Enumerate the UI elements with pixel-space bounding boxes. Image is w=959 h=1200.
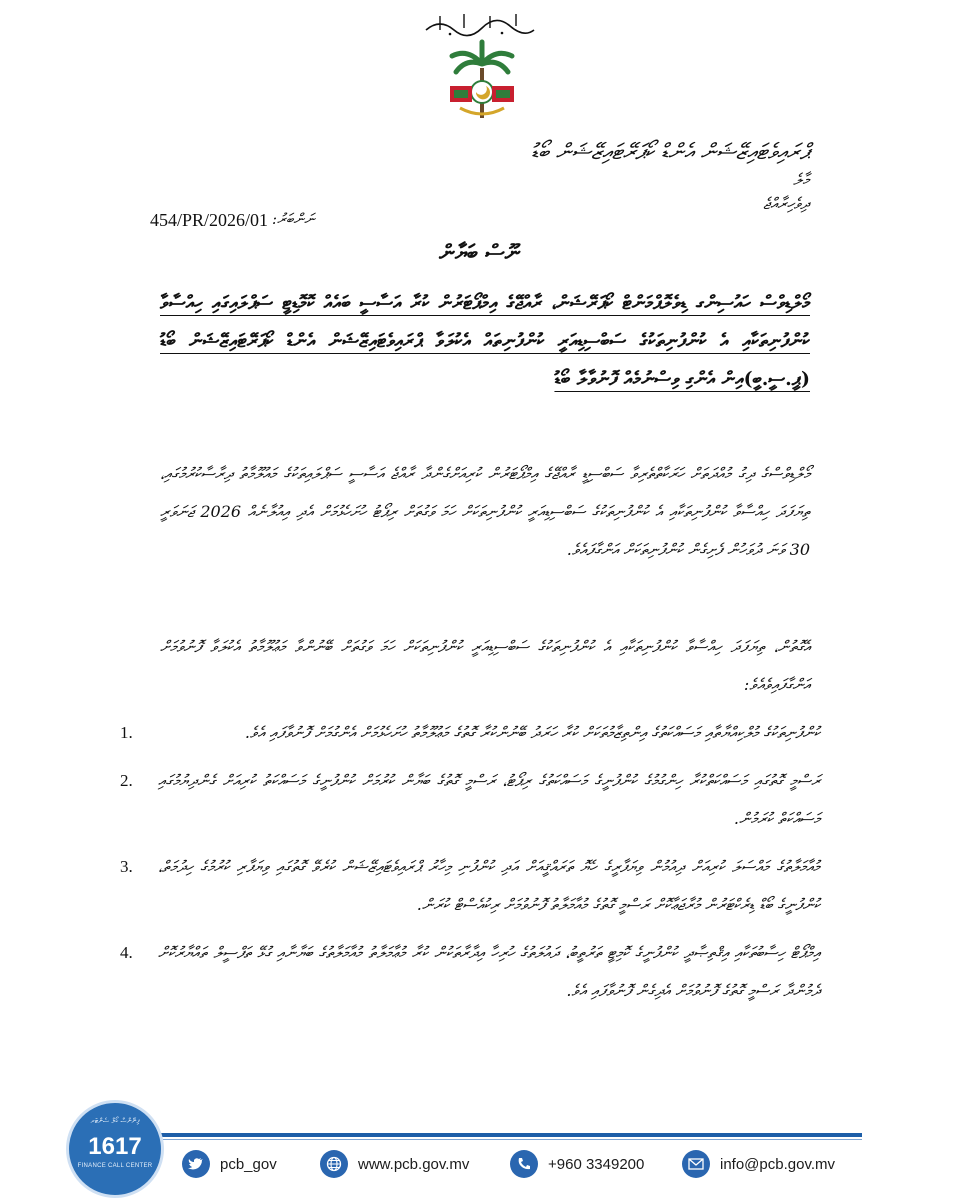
twitter-icon (182, 1150, 210, 1178)
globe-icon (320, 1150, 348, 1178)
reference-number: 454/PR/2026/01 (150, 210, 269, 230)
reference-row (150, 206, 810, 236)
country: ދިވެހިރާއްޖެ (763, 194, 809, 213)
list-item (120, 934, 820, 1010)
paragraph-intro: މޯލްޑިވްސްގެ ދިގު މުއްދަތަށް ހަރަކާތްތެރިވާ ސަބްސިޑީ ރާއްޖޭގެ އިމްޕޯޓަރުން ކުރިއަށްގެންދާ ރާއްޖެ އަސާސީ ސަޕްލައިތަކުގެ މައުލޫމާތު ދިރާސާކުރުމުގައި، ތިޔަފަދަ ހިއްސާވާ ކުންފުނިތަކާއި އެ ކުންފުނިތަކުގެ ސަބްސިޑިއަރީ ކުންފުނިތަކަށް ހަމަ ވަގުތަށް ރިޕޯޓު ހުށަހެޅުމަށް އެދި އިއުލާނެއް 2026 ޖަނަވަރީ 30 ވަނަ ދުވަހުން ފެށިގެން ކުންފުނިތަކަށް އަންގާފައެވެ. (160, 464, 810, 559)
footer-divider-thin (140, 1139, 862, 1140)
phone-icon (510, 1150, 538, 1178)
badge-top-text: ފިނޭންސް ކޯލް ސެންޓަރ (90, 1117, 140, 1125)
badge-caption: FINANCE CALL CENTER (77, 1163, 153, 1169)
contact-twitter[interactable] (182, 1148, 277, 1180)
list-item-number: 4. (120, 943, 133, 962)
reference-label: ނަންބަރު: (272, 210, 315, 228)
paragraph-request: އެގޮތުން، ތިޔަފަދަ ހިއްސާވާ ކުންފުނިތަކާއި އެ ކުންފުނިތަކުގެ ސަބްސިޑިއަރީ ކުންފުނިތަކަށް ހަމަ ވަގުތަށް ބޭނުންވާ މަޢުލޫމާތު އެކުލަވާ ފޮނުވުމަށް އަންގާފައިވެއެވެ: (160, 637, 810, 694)
list-item-text: މުއާމަލާތުގެ މައްސަލަ ކުރިއަށް ދިއުމުން ވިޔަފާރީގެ ހެޔޮ ތަރައްޤީއަށް އަދި ކުންފުނި މިހާރު ޕްރައިވެޓައިޒޭޝަން ކުރެވޭ ގޮތުގައި ވިޔަފާރި ކުރުމުގެ ހިދުމަތް، ކުންފުނީގެ ބޯޑް ޑިރެކްޓަރުން މުރާޖަޢާކޮށް ރަސްމީ ގޮތުގެ މުއާމަލާތު ފޮނުވުމަށް ރިކުއެސްޓް ކުރަން. (158, 857, 820, 914)
list-item-number: 1. (120, 723, 133, 742)
mail-icon (682, 1150, 710, 1178)
website-link[interactable]: www.pcb.gov.mv (358, 1155, 470, 1173)
call-center-badge (66, 1100, 164, 1198)
list-item-text: ރަސްމީ ގޮތުގައި މަސައްކަތްކުރާ ހިންގުމުގެ ކުންފުނީގެ މަސައްކަތުގެ ރިޕޯޓު، ރަސްމީ ގޮތުގެ ބަޔާން ކުރުމަށް ކުންފުނީގެ މަސައްކަތު ކުރިއަށް ގެންދިޔުމުގައި މަސައްކަތް ކުރަމުން. (158, 771, 820, 828)
organization-name: ޕްރައިވެޓައިޒޭޝަން އެންޑް ކޯޕަރޭޓައިޒޭޝަން ބޯޑު (530, 140, 809, 165)
numbered-list (120, 714, 820, 1020)
list-item-text: އިމްޕޯޓް ހިސާބުތަކާއި އިޤްތިޞާދީ ކުންފުނީގެ ކޮމިޓީ ތަރުތީބު، ދައުލަތުގެ ހުރިހާ އިދާރާތަކުން ކުރާ މުޢާމަލާތު މުއާމަލާތުގެ ބަޔާނާއި ގުޅޭ ތަފްސީލް ތައްޔާރުކޮށް ދެމުންދާ ރަސްމީ ގޮތުގެ ފޮނުވުމަށް އެދިގެން ފޮނުވާފައި އެވެ. (158, 943, 820, 1000)
subject-heading: މޯލްޑިވްސް ހައުސިންގ ޑިވެލޮޕްމަންޓް ކޯޕަރޭޝަން، ރާއްޖޭގެ އިމްޕޯޓަރުން ކުރާ އަސާސީ ބައެއް ކޮމޮޑިޓީ ސަޕްލައިގައި ހިއްސާވާ ކުންފުނިތަކާއި އެ ކުންފުނިތަކުގެ ސަބްސިޑިއަރީ ކުންފުނިތައް އެކުލަވާ ޕްރައިވެޓައިޒޭޝަން އެންޑް ކޯޕަރޭޓައިޒޭޝަން ބޯޑު (ޕީ.ސީ.ބީ)އިން އެންގި ވިސްނުމެއް ފޮނުވާލާ ބޯޑު (160, 292, 810, 390)
phone-number: +960 3349200 (548, 1155, 645, 1173)
contact-phone[interactable] (510, 1148, 644, 1180)
issuing-office-address (289, 138, 809, 216)
footer-divider (140, 1133, 862, 1137)
list-item-text: ކުންފުނިތަކުގެ މުލްކިއްޔާތާއި މަސައްކަތުގެ އިންތިޒާމުތަކަށް ކުރާ ހަރަދު ބޭނުންކުރާ ގޮތުގެ މަޢުލޫމާތު ހުށަހެޅުމަށް އެންގުމަށް ފޮނުވާފައި އެވެ. (244, 723, 820, 742)
contact-website[interactable] (320, 1148, 469, 1180)
contact-email[interactable] (682, 1148, 835, 1180)
national-emblem-icon (438, 38, 526, 126)
list-item (120, 848, 820, 924)
twitter-handle: pcb_gov (220, 1155, 277, 1173)
city: މާލެ (793, 170, 809, 189)
email-link[interactable]: info@pcb.gov.mv (720, 1155, 835, 1173)
page-title: ނޫސް ބަޔާން (439, 240, 520, 266)
list-item (120, 762, 820, 838)
list-item-number: 3. (120, 857, 133, 876)
bismillah-calligraphy (420, 8, 540, 40)
badge-number: 1617 (88, 1133, 142, 1160)
list-item-number: 2. (120, 771, 133, 790)
list-item (120, 714, 820, 752)
